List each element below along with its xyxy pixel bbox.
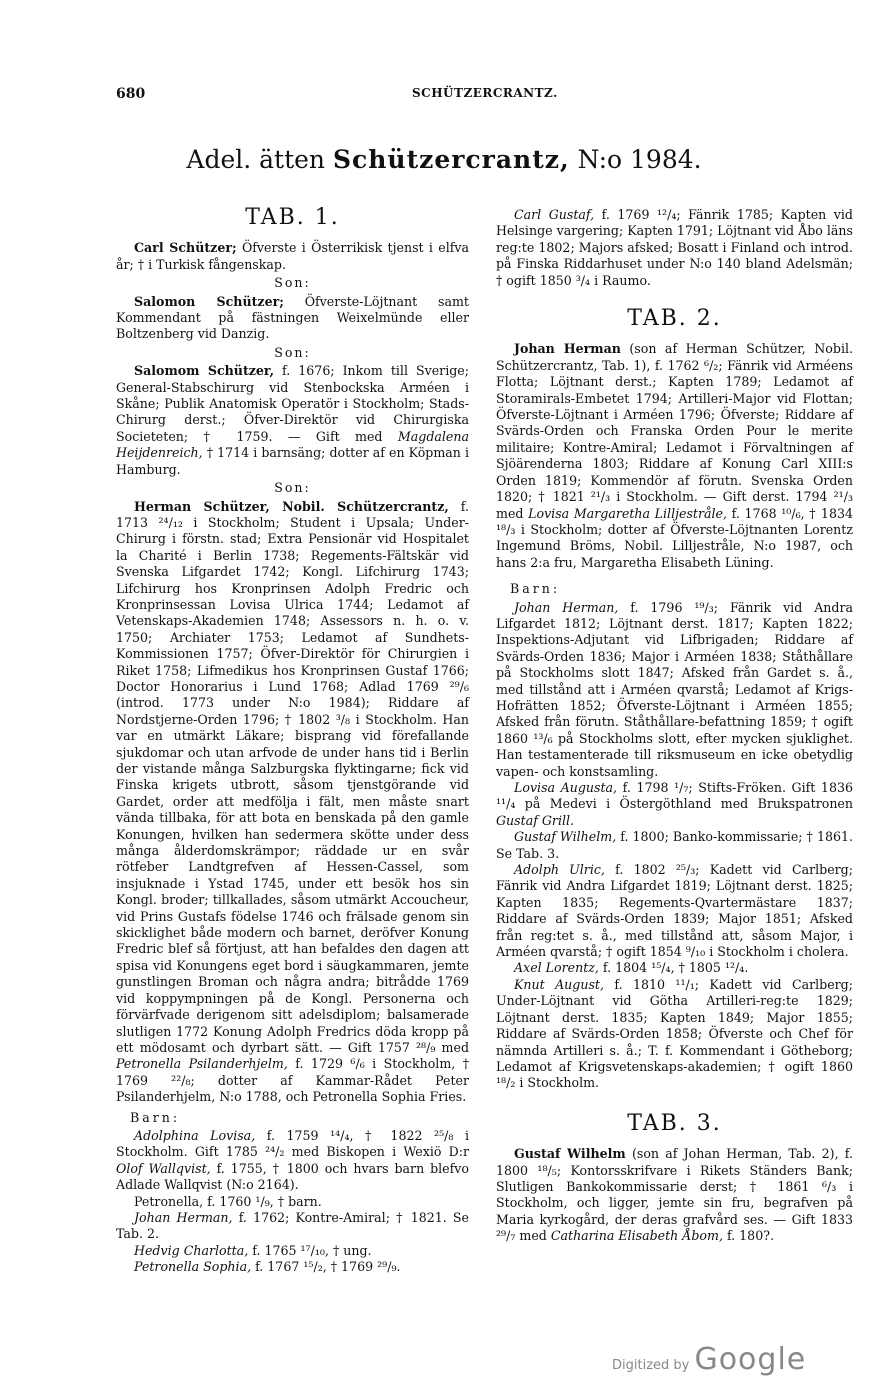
child-name: Carl Gustaf,	[514, 207, 595, 222]
entry-salomon	[116, 294, 469, 343]
entry-carl	[116, 240, 469, 273]
entry-text: f. 1768 ¹⁰/₆, † 1834 ¹⁸/₃ i Stockholm; dotter af Öfverste-Löjtnanten Lorentz Ingemund Bröms, Nobil. Lilljestråle, N:o 1987, och hans 2:a fru, Margaretha Elisabeth Lüning.	[496, 505, 853, 570]
entry-text: f. 1759 ¹⁴/₄, † 1822 ²⁵/₈ i Stockholm. Gift 1785 ²⁴/₂ med Biskopen i Wexiö D:r	[116, 1127, 469, 1160]
spouse-name: Petronella Psilanderhjelm,	[116, 1056, 288, 1072]
entry-gustaf-wilhelm	[496, 1146, 853, 1244]
spouse-name: Gustaf Grill.	[496, 812, 575, 828]
child-entry	[496, 829, 853, 862]
child-name: Adolphina Lovisa,	[134, 1127, 256, 1143]
entry-text: f. 1810 ¹¹/₁; Kadett vid Carlberg; Under-Löjtnant vid Götha Artilleri-reg:te 1829; Löjtnant derst. 1835; Kapten 1849; Major 1855; Riddare af Svärds-Orden 1858; Öfverste och Chef för nämnda Artilleri s. å.; T. f. Kommendant i Götheborg; Ledamot af Krigsvetenskaps-akademien; † ogift 1860 ¹⁸/₂ i Stockholm.	[496, 976, 853, 1091]
tab2-heading: TAB. 2.	[627, 306, 722, 332]
entry-text: f. 1765 ¹⁷/₁₀, † ung.	[248, 1242, 372, 1258]
person-name: Carl Schützer;	[134, 240, 237, 256]
entry-text: f. 1800; Banko-kommissarie; † 1861. Se Tab. 3.	[496, 829, 853, 861]
entry-text: f. 1804 ¹⁵/₄, † 1805 ¹²/₄.	[598, 960, 749, 976]
entry-text: f. 1796 ¹⁹/₃; Fänrik vid Andra Lifgardet 1812; Löjtnant derst. 1817; Kapten 1822; Inspektions-Adjutant vid Lifbrigaden; Riddare af Svärds-Orden 1836; Major i Arméen 1838; Ståthållare på Stockholms slott 1847; Afsked från Gardet s. å., med tillstånd att i Arméen qvarstå; Ledamot af Krigs-Hofrätten 1852; Öfverste-Löjtnant i Arméen 1855; Afsked från förutn. Ståthållare-befattning 1859; † ogift 1860 ¹³/₆ på Stockholms slott, efter mycken sjuklighet. Han testamenterade till riksmuseum en icke obetydlig vapen- och konstsamling.	[496, 599, 853, 779]
google-logo: Google	[694, 1342, 807, 1377]
child-entry	[116, 1259, 469, 1275]
entry-text: f. 1798 ¹/₇; Stifts-Fröken. Gift 1836 ¹¹/₄ på Medevi i Östergöthland med Brukspatronen	[496, 780, 853, 812]
son-label: Son:	[274, 275, 311, 291]
entry-carl-gustaf	[496, 207, 853, 289]
title-number: N:o 1984.	[577, 145, 702, 174]
child-name: Axel Lorentz,	[514, 960, 599, 976]
entry-text: f. 1729 ⁶/₆ i Stockholm, † 1769 ²²/₈; dotter af Kammar-Rådet Peter Psilanderhjelm, N:o 1788, och Petronella Sophia Fries.	[116, 1056, 469, 1105]
son-label: Son:	[274, 344, 311, 360]
child-entry: Petronella, f. 1760 ¹/₉, † barn.	[134, 1193, 322, 1209]
entry-salomom	[116, 363, 469, 478]
child-entry	[496, 600, 853, 780]
entry-text: f. 1767 ¹⁵/₂, † 1769 ²⁹/₉.	[251, 1259, 401, 1275]
page-number: 680	[116, 86, 146, 102]
child-entry	[116, 1210, 469, 1243]
child-name: Johan Herman,	[134, 1209, 233, 1225]
child-name: Adolph Ulric,	[514, 862, 605, 878]
tab3-heading: TAB. 3.	[627, 1110, 722, 1136]
digitized-watermark	[612, 1342, 806, 1377]
title-prefix: Adel. ätten	[186, 145, 326, 174]
children-label: Barn:	[130, 1109, 181, 1125]
entry-text: f. 1762; Kontre-Amiral; † 1821. Se Tab. 2.	[116, 1209, 470, 1242]
person-name: Johan Herman	[514, 341, 621, 357]
running-header	[116, 86, 828, 108]
child-entry	[496, 862, 853, 960]
spouse-name: Lovisa Margaretha Lilljestråle,	[528, 505, 727, 521]
child-entry	[496, 977, 853, 1092]
child-name: Gustaf Wilhelm,	[514, 829, 617, 845]
child-name: Knut August,	[514, 976, 604, 992]
family-name: Schützercrantz,	[332, 145, 570, 174]
children-label: Barn:	[510, 581, 561, 597]
entry-herman	[116, 499, 469, 1106]
page-title	[0, 145, 888, 174]
entry-text: f. 1713 ²⁴/₁₂ i Stockholm; Student i Upsala; Under-Chirurg i förstn. stad; Extra Pensionär vid Hospitalet la Charité i Berlin 1738; Regements-Fältskär vid Svenska Lifgardet 1742; Kongl. Lifchirurg 1743; Lifchirurg hos Kronprinsen Adolph Fredric och Kronprinsessan Lovisa Ulrica 1744; Ledamot af Vetenskaps-Akademien 1748; Assessors n. h. o. v. 1750; Archiater 1753; Ledamot af Sundhets-Kommissionen 1757; Öfver-Direktör för Chirurgien i Riket 1758; Lifmedikus hos Kronprinsen Gustaf 1766; Doctor Honorarius i Lund 1768; Adlad 1769 ²⁹/₆ (introd. 1773 under N:o 1984); Riddare af Nordstjerne-Orden 1796; † 1802 ³/₈ i Stockholm. Han var en utmärkt Läkare; bisprang vid förefallande sjukdomar och utan arfvode de under hans tid i Berlin der vistande många Salzburgska flyktingarne; fick vid Finska krigets utbrott, såsom tjenstgörande vid Gardet, order att medfölja i fält, men måste snart vända tillbaka, för att bota en benskada på den gamle Konungen, hvilken han sedermera skötte under dess många ålderdomskrämpor; räddade ur en svår rötfeber Landtgrefven af Hessen-Cassel, som insjuknade i Ystad 1745, under ett besök hos sin Kongl. broder; tillkallades, såsom utmärkt Accoucheur, vid Prins Gustafs födelse 1746 och frälsade genom sin skicklighet både modern och barnet, deröfver Konung Fredric blef så förtjust, att han befaldes den dagen att spisa vid Konungens eget bord i säugkammaren, jemte gunstlingen Broman och några andra; bitrådde 1769 vid koppympningen på de Kongl. Personerna och förvärfvade derigenom sitt adelsdiplom; balsamerade slutligen 1772 Konung Adolph Fredrics döda kropp på ett mödosamt och dyrbart sätt. — Gift 1757 ²⁸/₉ med	[116, 498, 469, 1055]
child-name: Hedvig Charlotta,	[134, 1242, 249, 1258]
entry-text: (son af Herman Schützer, Nobil. Schützercrantz, Tab. 1), f. 1762 ⁶/₂; Fänrik vid Arméens Flotta; Löjtnant derst.; Kapten 1789; Ledamot af Storamirals-Embetet 1794; Artilleri-Major vid Flottan; Öfverste-Löjtnant i Arméen 1796; Öfverste; Riddare af Svärds-Orden och Franska Orden Pour le merite militaire; Kontre-Amiral; Ledamot i Förvaltningen af Sjöärenderna 1803; Riddare af Konung Carl XIII:s Orden 1819; Kommendör af förutn. Svenska Orden 1820; † 1821 ²¹/₃ i Stockholm. — Gift derst. 1794 ²¹/₃ med	[496, 341, 853, 521]
child-entry	[496, 780, 853, 829]
running-title: SCHÜTZERCRANTZ.	[412, 86, 558, 100]
right-column	[496, 207, 853, 1245]
entry-text: f. 1802 ²⁵/₃; Kadett vid Carlberg; Fänrik vid Andra Lifgardet 1819; Löjtnant derst. 1825; Kapten 1835; Regements-Qvartermästare 1837; Riddare af Svärds-Orden 1839; Major 1851; Afsked från reg:tet s. å., med tillstånd att, såsom Major, i Arméen qvarstå; † ogift 1854 ⁹/₁₀ i Stockholm i cholera.	[496, 862, 853, 960]
entry-text: f. 180?.	[722, 1228, 774, 1244]
entry-johan-herman	[496, 341, 853, 571]
child-entry	[116, 1243, 469, 1259]
entry-text: f. 1676; Inkom till Sverige; General-Stabschirurg vid Stenbockska Arméen i Skåne; Publik Anatomisk Operatör i Stockholm; Stads-Chirurg derst.; Öfver-Direktör vid Chirurgiska Societeten; † 1759. — Gift med	[116, 363, 469, 444]
entry-text: (son af Johan Herman, Tab. 2), f. 1800 ¹⁸/₅; Kontorsskrifvare i Rikets Ständers Bank; Slutligen Bankokommissarie derst; † 1861 ⁶/₃ i Stockholm, och ligger, jemte sin fru, begrafven på Maria kyrkogård, der deras grafvård ses. — Gift 1833 ²⁹/₇ med	[496, 1146, 853, 1244]
child-name: Petronella Sophia,	[134, 1259, 252, 1275]
entry-text: f. 1755, † 1800 och hvars barn blefvo Adlade Wallqvist (N:o 2164).	[116, 1160, 469, 1193]
spouse-name: Olof Wallqvist,	[116, 1160, 211, 1176]
digitized-text: Digitized by	[612, 1358, 690, 1373]
person-name: Salomom Schützer,	[134, 363, 275, 379]
spouse-name: Magdalena Heijdenreich,	[116, 428, 469, 461]
child-name: Lovisa Augusta,	[514, 780, 618, 795]
entry-text: Öfverste-Löjtnant samt Kommendant på fästningen Weixelmünde eller Boltzenberg vid Danzig.	[116, 293, 469, 342]
person-name: Gustaf Wilhelm	[514, 1146, 626, 1162]
tab1-heading: TAB. 1.	[245, 205, 340, 230]
spouse-name: Catharina Elisabeth Åbom,	[550, 1228, 723, 1244]
entry-text: † 1714 i barnsäng; dotter af en Köpman i Hamburg.	[116, 445, 469, 477]
entry-text: Öfverste i Österrikisk tjenst i elfva år; † i Turkisk fångenskap.	[116, 240, 470, 272]
child-entry	[496, 960, 853, 976]
person-name: Herman Schützer, Nobil. Schützercrantz,	[134, 498, 449, 514]
child-entry	[116, 1128, 469, 1194]
person-name: Salomon Schützer;	[134, 293, 284, 309]
entry-text: f. 1769 ¹²/₄; Fänrik 1785; Kapten vid Helsinge vargering; Kapten 1791; Löjtnant vid Åbo läns reg:te 1802; Majors afsked; Bosatt i Finland och introd. på Finska Riddarhuset under N:o 140 bland Adelsmän; † ogift 1850 ³/₄ i Raumo.	[496, 207, 853, 288]
left-column	[116, 204, 469, 1276]
son-label: Son:	[274, 480, 311, 496]
child-name: Johan Herman,	[514, 599, 619, 615]
